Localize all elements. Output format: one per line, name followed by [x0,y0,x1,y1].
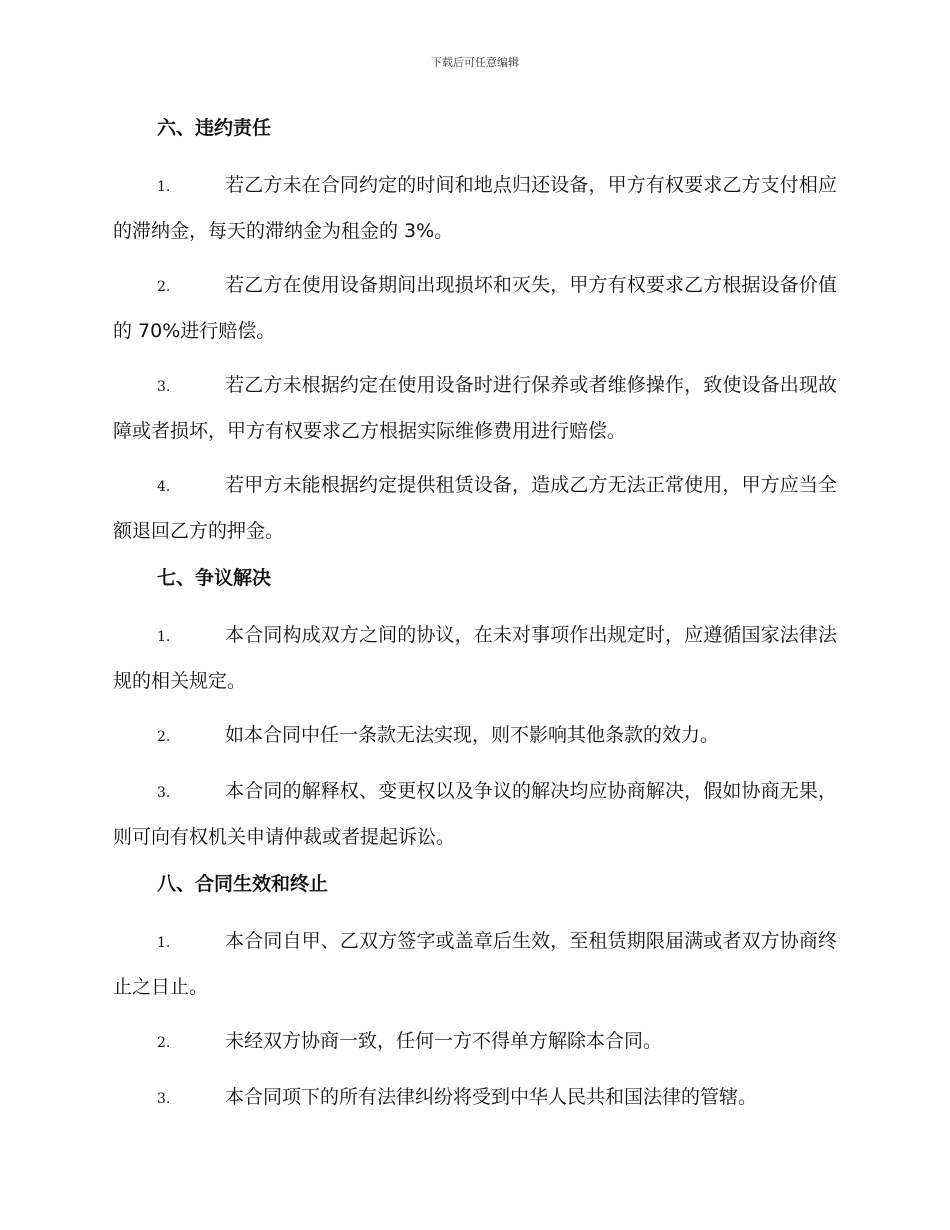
clause-number: 1. [157,629,171,645]
document-body [113,113,837,1131]
clause-text: 若乙方在使用设备期间出现损坏和灭失，甲方有权要求乙方根据设备价值的 70%进行赔偿。 [113,274,837,342]
section-breach-liability [113,113,837,553]
clause [113,713,837,759]
clause-number: 1. [157,935,171,951]
clause-number: 3. [157,1091,171,1107]
clause-number: 1. [157,179,171,195]
clause [113,613,837,703]
clause [113,769,837,859]
clause-number: 3. [157,379,171,395]
section-effect-termination [113,869,837,1121]
clause-text: 若乙方未在合同约定的时间和地点归还设备，甲方有权要求乙方支付相应的滞纳金，每天的滞纳金为租金的 3%。 [113,174,837,242]
clause-text: 本合同构成双方之间的协议，在未对事项作出规定时，应遵循国家法律法规的相关规定。 [113,624,837,692]
clause-number: 2. [157,729,171,745]
section-heading: 八、合同生效和终止 [157,873,329,895]
clause-number: 2. [157,279,171,295]
clause [113,1019,837,1065]
clause-text: 本合同自甲、乙双方签字或盖章后生效，至租赁期限届满或者双方协商终止之日止。 [113,930,837,998]
clause [113,263,837,353]
section-heading: 七、争议解决 [157,567,272,589]
clause-text: 若甲方未能根据约定提供租赁设备，造成乙方无法正常使用，甲方应当全额退回乙方的押金。 [113,474,837,542]
clause [113,363,837,453]
clause-number: 2. [157,1035,171,1051]
clause-text: 未经双方协商一致，任何一方不得单方解除本合同。 [225,1030,663,1052]
clause [113,1075,837,1121]
clause-text: 若乙方未根据约定在使用设备时进行保养或者维修操作，致使设备出现故障或者损坏，甲方有权要求乙方根据实际维修费用进行赔偿。 [113,374,837,442]
section-dispute-resolution [113,563,837,859]
clause-number: 4. [157,479,171,495]
clause-text: 本合同的解释权、变更权以及争议的解决均应协商解决，假如协商无果，则可向有权机关申请仲裁或者提起诉讼。 [113,780,837,848]
clause [113,463,837,553]
section-heading: 六、违约责任 [157,117,272,139]
clause-number: 3. [157,785,171,801]
clause [113,919,837,1009]
clause-text: 如本合同中任一条款无法实现，则不影响其他条款的效力。 [225,724,720,746]
clause-text: 本合同项下的所有法律纠纷将受到中华人民共和国法律的管辖。 [225,1086,758,1108]
clause [113,163,837,253]
header-note: 下载后可任意编辑 [431,56,519,69]
